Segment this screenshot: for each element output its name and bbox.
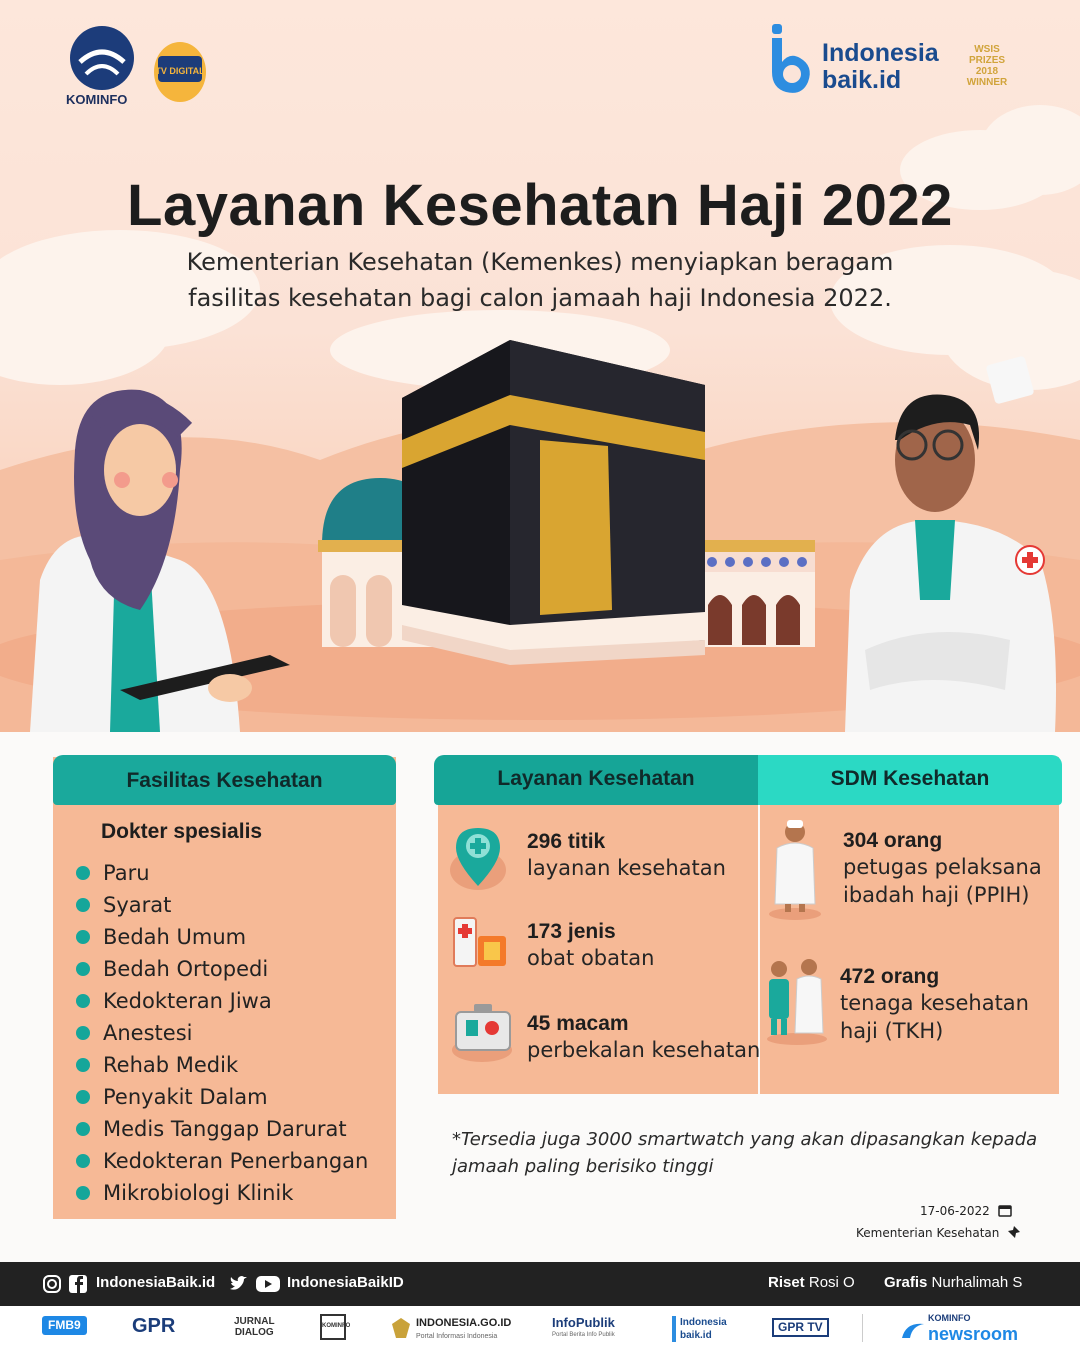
credit-grafis	[884, 1274, 1022, 1291]
bullet-dot-icon	[76, 1090, 90, 1104]
brand-line-1: Indonesia	[822, 39, 939, 67]
list-item	[76, 1178, 368, 1210]
indonesia-go-id-logo	[416, 1317, 511, 1343]
list-item-label: Kedokteran Jiwa	[103, 989, 272, 1013]
list-item	[76, 986, 368, 1018]
newsroom-line-2: newsroom	[928, 1324, 1019, 1344]
twitter-icon[interactable]	[228, 1274, 250, 1294]
indonesia-go-line-1: INDONESIA.GO.ID	[416, 1317, 512, 1329]
medicine-icon	[448, 912, 512, 976]
komwu-logo: KOMINFO	[320, 1314, 346, 1340]
list-item	[76, 922, 368, 954]
list-item-label: Bedah Umum	[103, 925, 247, 949]
bullet-dot-icon	[76, 1058, 90, 1072]
list-item-label: Kedokteran Penerbangan	[103, 1149, 369, 1173]
bullet-dot-icon	[76, 866, 90, 880]
specialist-list	[76, 858, 368, 1210]
instagram-icon[interactable]	[42, 1274, 62, 1294]
list-item	[76, 1114, 368, 1146]
stat-obat-jenis	[527, 920, 654, 972]
infopublik-line-1: InfoPublik	[552, 1315, 615, 1330]
kaaba	[402, 340, 705, 665]
stat-perbekalan-macam	[527, 1012, 760, 1064]
riset-label: Riset	[768, 1274, 805, 1291]
bullet-dot-icon	[76, 1154, 90, 1168]
list-item-label: Rehab Medik	[103, 1053, 239, 1077]
footer-social-bar	[0, 1262, 1080, 1306]
list-item	[76, 1082, 368, 1114]
medical-kit-icon	[448, 998, 518, 1068]
gpr-logo: GPR	[132, 1315, 176, 1337]
stat-number: 173 jenis	[527, 920, 616, 943]
list-item	[76, 954, 368, 986]
stat-layanan-titik	[527, 830, 726, 882]
stat-label: layanan kesehatan	[527, 856, 726, 880]
stat-number: 296 titik	[527, 830, 606, 853]
stat-label-line-2: ibadah haji (PPIH)	[843, 883, 1030, 907]
jurnal-line-2: DIALOG	[234, 1327, 274, 1338]
stat-label: perbekalan kesehatan	[527, 1038, 761, 1062]
social-handle-indonesiabaik-id[interactable]: IndonesiaBaik.id	[96, 1274, 216, 1291]
dokter-spesialis-heading: Dokter spesialis	[101, 820, 263, 843]
kominfo-label: KOMINFO	[66, 92, 128, 107]
list-item	[76, 1050, 368, 1082]
ib-small-line-2: baik.id	[680, 1330, 712, 1341]
page-subtitle: Kementerian Kesehatan (Kemenkes) menyiapkan beragam fasilitas kesehatan bagi calon jamaah haji Indonesia 2022.	[186, 248, 894, 312]
calendar-icon	[998, 1203, 1012, 1217]
bullet-dot-icon	[76, 1122, 90, 1136]
page-title: Layanan Kesehatan Haji 2022	[127, 173, 953, 238]
indonesia-baik-logo-icon	[768, 22, 818, 96]
bullet-dot-icon	[76, 962, 90, 976]
stat-number: 472 orang	[840, 965, 940, 988]
list-item	[76, 890, 368, 922]
footnote-line-2: jamaah paling berisiko tinggi	[452, 1156, 714, 1177]
mascot-text: TV DIGITAL	[155, 66, 205, 76]
smartwatch-footnote	[452, 1126, 1052, 1180]
location-pin-icon	[448, 822, 510, 894]
list-item	[76, 858, 368, 890]
partner-logos-bar	[0, 1306, 1080, 1350]
stat-label: obat obatan	[527, 946, 655, 970]
brand-wordmark	[822, 40, 939, 94]
award-line-1: WSIS	[974, 44, 1000, 55]
date-text: 17-06-2022	[920, 1204, 990, 1218]
indonesiabaik-small-logo	[672, 1316, 727, 1342]
stat-label-line-1: petugas pelaksana	[843, 855, 1042, 879]
riset-name: Rosi O	[808, 1274, 855, 1291]
bullet-dot-icon	[76, 898, 90, 912]
list-item-label: Medis Tanggap Darurat	[103, 1117, 347, 1141]
source-credit	[856, 1225, 1021, 1240]
facebook-icon[interactable]	[68, 1274, 88, 1294]
list-item-label: Paru	[103, 861, 150, 885]
award-line-3: 2018	[975, 66, 999, 77]
newsroom-line-1: KOMINFO	[928, 1313, 971, 1323]
infopublik-logo	[552, 1316, 615, 1342]
wsis-award-badge	[952, 36, 1022, 98]
award-line-2: PRIZES	[968, 55, 1006, 66]
stat-ppih-orang	[843, 829, 1042, 909]
brand-line-2: baik.id	[822, 66, 902, 94]
award-line-4: WINNER	[966, 77, 1008, 88]
tv-digital-mascot-icon	[144, 24, 216, 106]
youtube-icon[interactable]	[255, 1275, 281, 1293]
stat-label-line-1: tenaga kesehatan	[840, 991, 1029, 1015]
fmb9-logo: FMB9	[42, 1316, 87, 1335]
bullet-dot-icon	[76, 930, 90, 944]
stat-number: 45 macam	[527, 1012, 629, 1035]
footnote-line-1: *Tersedia juga 3000 smartwatch yang akan dipasangkan kepada	[452, 1129, 1038, 1150]
bullet-dot-icon	[76, 1026, 90, 1040]
list-item-label: Penyakit Dalam	[103, 1085, 268, 1109]
credit-riset	[768, 1274, 855, 1291]
list-item	[76, 1018, 368, 1050]
list-item-label: Mikrobiologi Klinik	[103, 1181, 294, 1205]
ib-small-line-1: Indonesia	[680, 1317, 727, 1328]
infopublik-line-2: Portal Berita Info Publik	[552, 1332, 615, 1338]
sdm-heading: SDM Kesehatan	[758, 755, 1062, 805]
social-handle-indonesiabaikid[interactable]: IndonesiaBaikID	[287, 1274, 404, 1291]
layanan-heading: Layanan Kesehatan	[434, 755, 758, 805]
source-text: Kementerian Kesehatan	[856, 1226, 1000, 1240]
list-item-label: Bedah Ortopedi	[103, 957, 269, 981]
list-item-label: Anestesi	[103, 1021, 193, 1045]
stat-number: 304 orang	[843, 829, 943, 852]
garuda-emblem-icon	[390, 1316, 412, 1340]
pin-icon	[1007, 1225, 1021, 1239]
bullet-dot-icon	[76, 1186, 90, 1200]
list-item	[76, 1146, 368, 1178]
kominfo-emblem-icon	[66, 22, 138, 92]
kominfo-newsroom-logo	[928, 1312, 1018, 1343]
gpr-tv-logo: GPR TV	[772, 1318, 829, 1337]
jurnal-dialog-logo	[234, 1316, 275, 1338]
publish-date	[920, 1203, 1012, 1218]
grafis-name: Nurhalimah S	[931, 1274, 1023, 1291]
bullet-dot-icon	[76, 994, 90, 1008]
pilgrim-icon	[765, 818, 825, 922]
fasilitas-heading: Fasilitas Kesehatan	[53, 755, 396, 805]
building-right	[700, 540, 815, 647]
newsroom-swoosh-icon	[900, 1318, 926, 1342]
list-item-label: Syarat	[103, 893, 172, 917]
stat-tkh-orang	[840, 965, 1029, 1045]
stat-label-line-2: haji (TKH)	[840, 1019, 944, 1043]
jurnal-line-1: JURNAL	[234, 1316, 275, 1327]
health-workers-icon	[765, 955, 829, 1045]
divider	[862, 1314, 863, 1342]
indonesia-go-line-2: Portal Informasi Indonesia	[416, 1333, 498, 1340]
grafis-label: Grafis	[884, 1274, 928, 1291]
